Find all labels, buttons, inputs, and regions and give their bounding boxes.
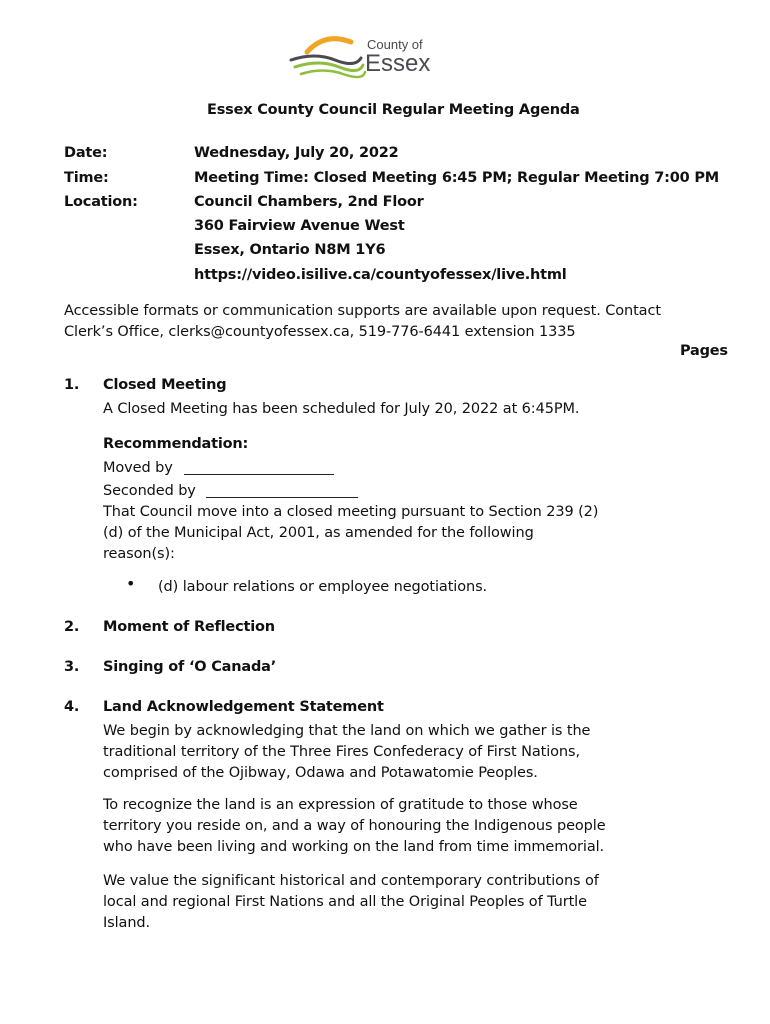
item-title: Moment of Reflection bbox=[103, 619, 275, 635]
bullet-text: (d) labour relations or employee negotiations. bbox=[158, 579, 488, 595]
location-line: Council Chambers, 2nd Floor bbox=[194, 194, 424, 210]
agenda-title: Essex County Council Regular Meeting Agenda bbox=[207, 102, 580, 118]
paragraph-line: who have been living and working on the land from time immemorial. bbox=[103, 839, 605, 855]
motion-line: reason(s): bbox=[103, 546, 175, 562]
paragraph-line: territory you reside on, and a way of honouring the Indigenous people bbox=[103, 818, 606, 834]
item-title: Singing of ‘O Canada’ bbox=[103, 659, 277, 675]
item-number: 4. bbox=[64, 699, 80, 715]
paragraph-line: traditional territory of the Three Fires Confederacy of First Nations, bbox=[103, 744, 580, 760]
motion-line: That Council move into a closed meeting pursuant to Section 239 (2) bbox=[103, 504, 599, 520]
seconded-by-label: Seconded by bbox=[103, 483, 196, 499]
recommendation-label: Recommendation: bbox=[103, 436, 249, 452]
county-of-essex-logo bbox=[285, 30, 445, 82]
item-number: 3. bbox=[64, 659, 80, 675]
item-number: 2. bbox=[64, 619, 80, 635]
logo-line1: County of bbox=[367, 37, 423, 52]
paragraph-line: local and regional First Nations and all the Original Peoples of Turtle bbox=[103, 894, 587, 910]
livestream-link[interactable]: https://video.isilive.ca/countyofessex/live.html bbox=[194, 267, 567, 283]
paragraph-line: comprised of the Ojibway, Odawa and Potawatomie Peoples. bbox=[103, 765, 538, 781]
logo-mark-icon bbox=[285, 30, 445, 82]
paragraph-line: To recognize the land is an expression of gratitude to those whose bbox=[103, 797, 578, 813]
accessibility-note-line: Clerk’s Office, clerks@countyofessex.ca, 519-776-6441 extension 1335 bbox=[64, 324, 576, 340]
location-line: Essex, Ontario N8M 1Y6 bbox=[194, 242, 386, 258]
pages-label: Pages bbox=[680, 343, 728, 359]
item-title: Land Acknowledgement Statement bbox=[103, 699, 384, 715]
item-description: A Closed Meeting has been scheduled for July 20, 2022 at 6:45PM. bbox=[103, 401, 580, 417]
seconded-by-blank bbox=[206, 497, 358, 498]
bullet-icon: • bbox=[126, 574, 136, 593]
location-line: 360 Fairview Avenue West bbox=[194, 218, 405, 234]
moved-by-label: Moved by bbox=[103, 460, 173, 476]
logo-line2: Essex bbox=[365, 50, 431, 77]
time-label: Time: bbox=[64, 170, 109, 186]
accessibility-note-line: Accessible formats or communication supports are available upon request. Contact bbox=[64, 303, 661, 319]
item-title: Closed Meeting bbox=[103, 377, 227, 393]
item-number: 1. bbox=[64, 377, 80, 393]
location-label: Location: bbox=[64, 194, 138, 210]
paragraph-line: We begin by acknowledging that the land on which we gather is the bbox=[103, 723, 591, 739]
motion-line: (d) of the Municipal Act, 2001, as amended for the following bbox=[103, 525, 534, 541]
time-value: Meeting Time: Closed Meeting 6:45 PM; Regular Meeting 7:00 PM bbox=[194, 170, 720, 186]
date-label: Date: bbox=[64, 145, 108, 161]
date-value: Wednesday, July 20, 2022 bbox=[194, 145, 399, 161]
paragraph-line: We value the significant historical and contemporary contributions of bbox=[103, 873, 599, 889]
paragraph-line: Island. bbox=[103, 915, 151, 931]
moved-by-blank bbox=[184, 474, 334, 475]
